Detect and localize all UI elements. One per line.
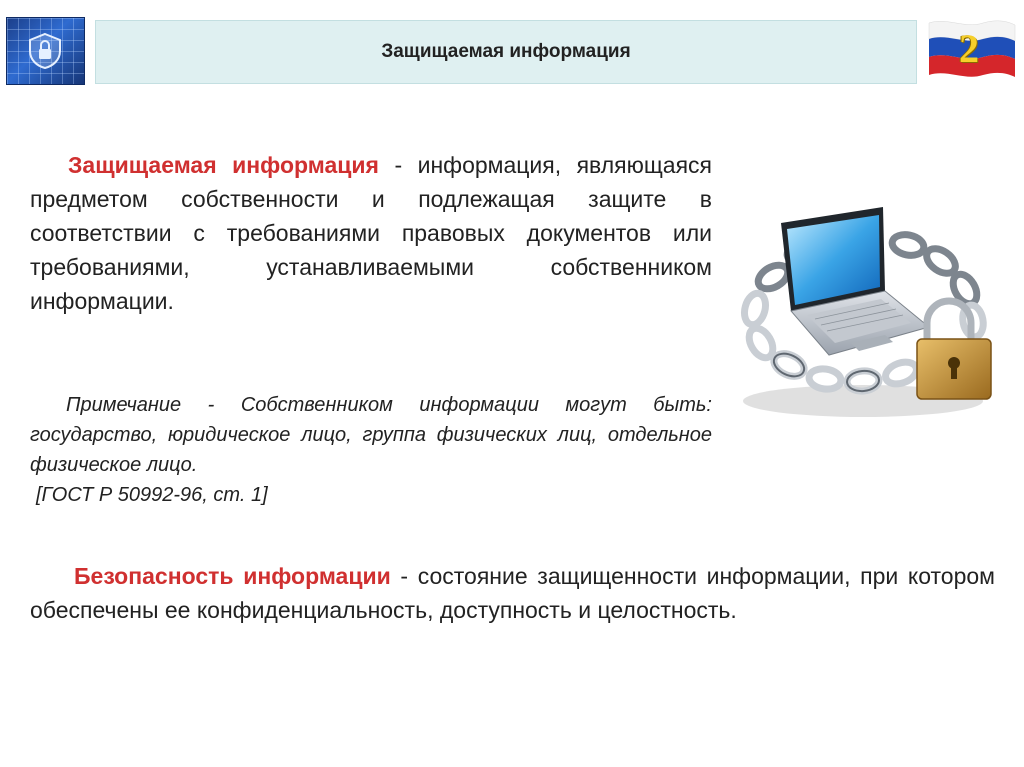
term-information-security: Безопасность информации [74,563,391,589]
definition-text: - состояние защищенности информации, при котором обеспечены ее конфиденциальность, доступность и целостность. [30,563,995,623]
slide-number: 2 [959,26,979,71]
note-block [30,390,712,510]
laptop-chain-lock-icon [733,203,1001,425]
logo [6,17,85,85]
note-source: [ГОСТ Р 50992-96, ст. 1] [36,484,268,506]
shield-lock-icon [27,32,63,70]
definition-protected-information [30,148,712,318]
definition-text: - информация, являющаяся предметом собственности и подлежащая защите в соответствии с требованиями правовых документов или требованиями, устанавливаемыми собственником информации. [30,152,712,314]
note-text: Примечание - Собственником информации могут быть: государство, юридическое лицо, группа физических лиц, отдельное физическое лицо. [30,394,712,476]
definition-information-security [30,559,995,627]
russian-flag-icon [925,15,1019,85]
slide-title: Защищаемая информация [381,41,631,62]
term-protected-information: Защищаемая информация [68,152,379,178]
slide-header [95,20,917,84]
